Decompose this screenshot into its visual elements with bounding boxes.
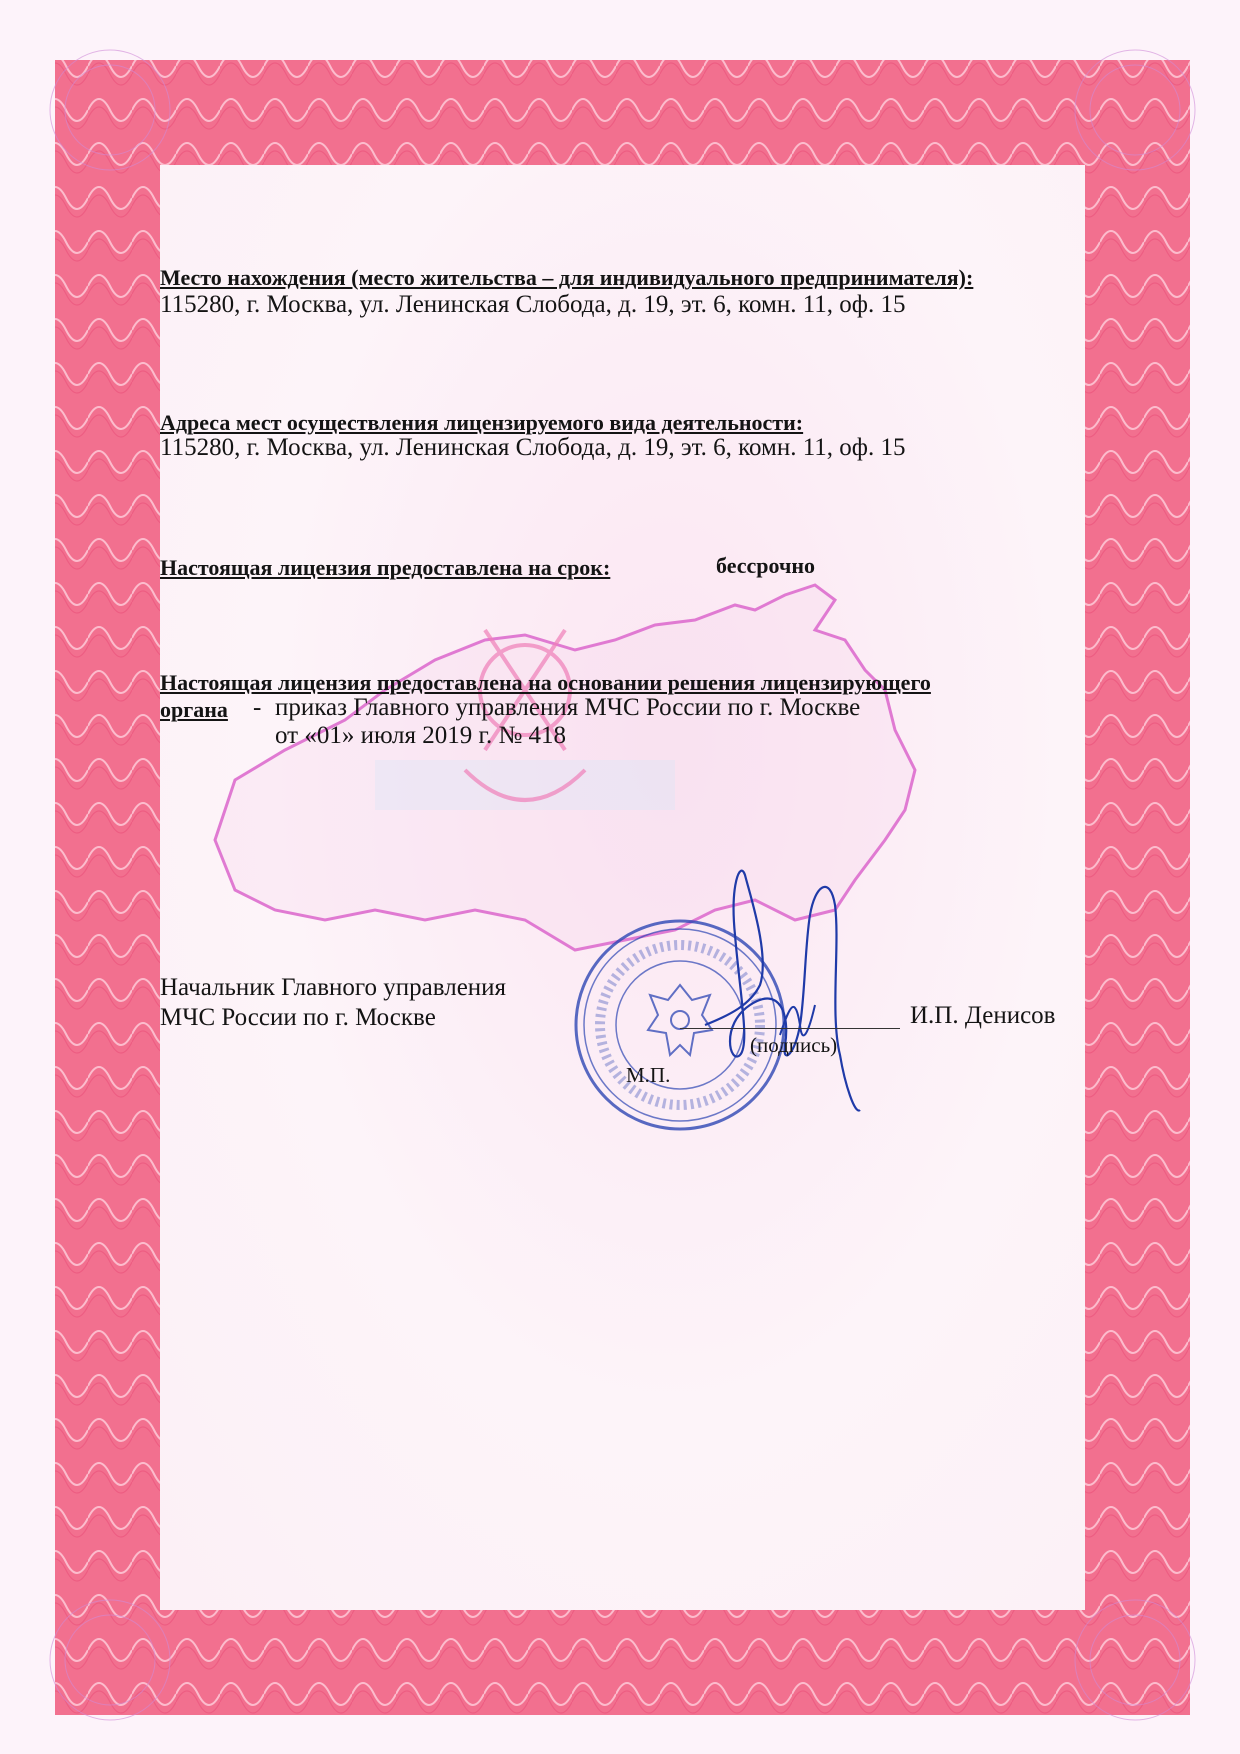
license-term-heading: Настоящая лицензия предоставлена на срок:: [160, 555, 611, 580]
basis-order-line1: приказ Главного управления МЧС России по г. Москве: [275, 694, 861, 721]
activity-address: 115280, г. Москва, ул. Ленинская Слобода, д. 19, эт. 6, комн. 11, оф. 15: [160, 434, 906, 461]
signature-line: [680, 1028, 900, 1029]
stamp-place-label: М.П.: [626, 1063, 671, 1087]
signatory-name: И.П. Денисов: [910, 1002, 1056, 1029]
basis-heading: Настоящая лицензия предоставлена на основании решения лицензирующего: [160, 670, 931, 695]
signature-caption: (подпись): [750, 1033, 838, 1057]
activity-addresses-heading: Адреса мест осуществления лицензируемого вида деятельности:: [160, 410, 804, 435]
basis-dash: -: [253, 694, 262, 721]
location-heading: Место нахождения (место жительства – для индивидуального предпринимателя):: [160, 265, 974, 290]
basis-order-line2: от «01» июля 2019 г. № 418: [275, 722, 567, 749]
signatory-title-line2: МЧС России по г. Москве: [160, 1004, 436, 1031]
location-address: 115280, г. Москва, ул. Ленинская Слобода, д. 19, эт. 6, комн. 11, оф. 15: [160, 291, 906, 318]
signature: [690, 855, 880, 1115]
signatory-title-line1: Начальник Главного управления: [160, 974, 507, 1001]
license-term-value: бессрочно: [716, 553, 816, 578]
basis-heading-organ: органа: [160, 697, 228, 722]
